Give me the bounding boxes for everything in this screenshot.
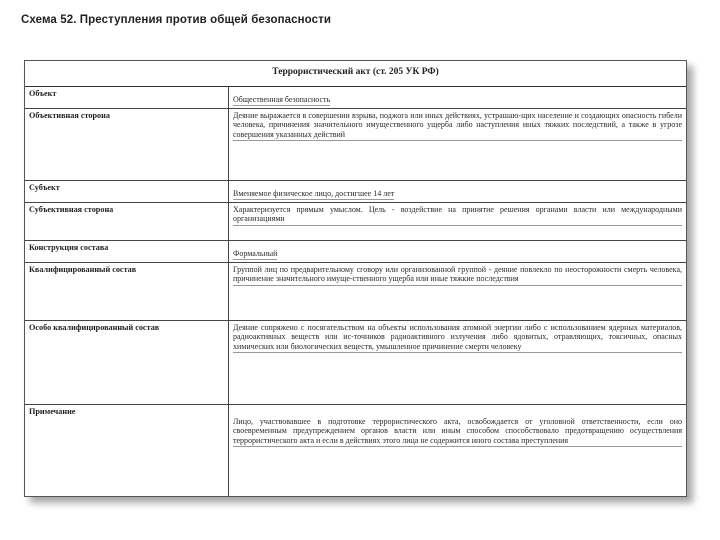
table-row-object xyxy=(25,87,686,109)
row-value: Формальный xyxy=(233,249,277,260)
table-row-note xyxy=(25,405,686,496)
table-row-construction xyxy=(25,241,686,263)
table-row-subject xyxy=(25,181,686,203)
row-value: Деяние выражается в совершении взрыва, поджога или иных действиях, устрашаю-щих население и создающих опасность гибели человека, причинения значительного имущественного ущерба либо наступления иных тяжких последствий, а также в угрозе совершения указанных действий xyxy=(233,111,682,141)
crime-scheme-table xyxy=(24,60,687,497)
row-value: Группой лиц по предварительному сговору или организованной группой - деяние повлекло по неосторожности смерть человека, причинение значительного имуще-ственного ущерба или иные тяжкие последствия xyxy=(233,265,682,286)
row-value-cell xyxy=(229,241,686,262)
row-label: Особо квалифицированный состав xyxy=(25,321,229,404)
row-value-cell xyxy=(229,109,686,180)
table-row-qualified xyxy=(25,263,686,321)
slide-title: Схема 52. Преступления против общей безопасности xyxy=(21,14,332,26)
row-value: Вменяемое физическое лицо, достигшее 14 лет xyxy=(233,189,394,200)
table-row-objective-side xyxy=(25,109,686,181)
row-label: Квалифицированный состав xyxy=(25,263,229,320)
row-value: Общественная безопасность xyxy=(233,95,330,106)
row-value: Деяние сопряжено с посягательством на объекты использования атомной энергии либо с использованием ядерных материалов, радиоактивных веществ или ис-точников радиоактивного излучения либо ядовитых, отравляющих, токсичных, опасных химических или биологических веществ, умышленное причинение смерти человеку xyxy=(233,323,682,353)
row-value-cell xyxy=(229,87,686,108)
table-row-especially-qualified xyxy=(25,321,686,405)
row-value-cell xyxy=(229,405,686,496)
row-label: Объективная сторона xyxy=(25,109,229,180)
row-label: Субъективная сторона xyxy=(25,203,229,240)
row-label: Примечание xyxy=(25,405,229,496)
row-value: Лицо, участвовавшее в подготовке террористического акта, освобождается от уголовной ответственности, если оно своевременным предупреждением органов власти или иным способом способствовало предотвращению осуществления террористического акта и если в действиях этого лица не содержится иного состава преступления xyxy=(233,417,682,447)
table-title: Террористический акт (ст. 205 УК РФ) xyxy=(25,61,686,87)
row-value-cell xyxy=(229,203,686,240)
row-label: Объект xyxy=(25,87,229,108)
row-value-cell xyxy=(229,263,686,320)
row-value-cell xyxy=(229,181,686,202)
table-row-subjective-side xyxy=(25,203,686,241)
row-label: Субъект xyxy=(25,181,229,202)
row-value: Характеризуется прямым умыслом. Цель - воздействие на принятие решения органами власти или международными организациями xyxy=(233,205,682,226)
row-label: Конструкция состава xyxy=(25,241,229,262)
row-value-cell xyxy=(229,321,686,404)
